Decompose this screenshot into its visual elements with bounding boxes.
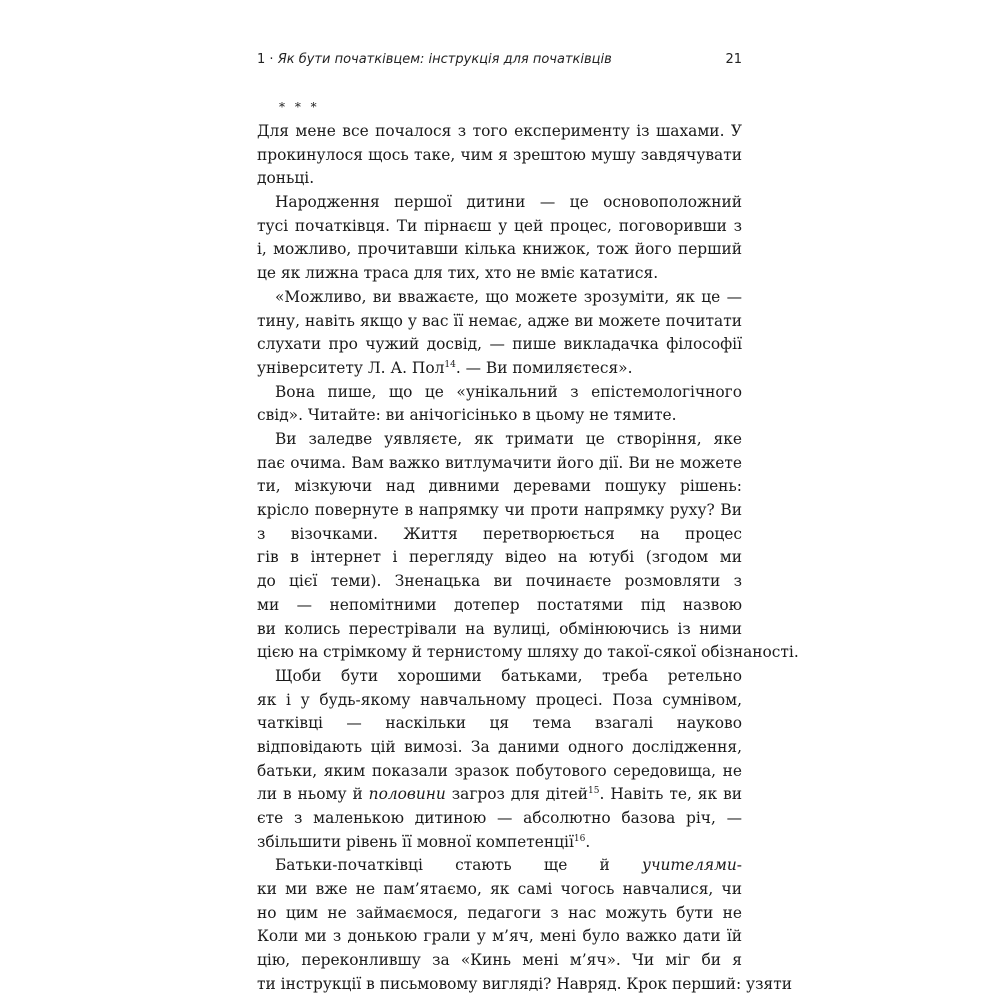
page-number: 21 <box>725 52 742 67</box>
line-text: Ви заледве уявляєте, як тримати це створіння, яке <box>275 430 742 448</box>
line-text: з візочками. Життя перетворюється на процес <box>257 524 742 543</box>
paragraph <box>257 854 792 996</box>
text-line <box>257 144 742 168</box>
line-text: ли в ньому й <box>257 785 369 804</box>
line-text: тусі початківця. Ти пірнаєш у цей процес, поговоривши з <box>257 216 742 235</box>
text-line <box>257 286 742 310</box>
text-line <box>257 310 742 334</box>
text-line <box>257 736 742 760</box>
text-line <box>257 120 742 144</box>
text-line <box>257 783 742 807</box>
line-text: тину, навіть якщо у вас її немає, адже ви можете почитати <box>257 311 742 330</box>
line-text: цією на стрімкому й тернистому шляху до такої-сякої обізнаності. <box>257 643 799 662</box>
paragraph <box>257 381 742 428</box>
line-text: «Можливо, ви вважаєте, що можете зрозуміти, як це — <box>275 287 742 306</box>
line-text: ки ми вже не пам’ятаємо, як самі чогось навчалися, чи <box>257 880 742 899</box>
line-text: цію, переконлившу за «Кинь мені м’яч». Чи міг би я <box>257 951 742 970</box>
line-text: відповідають цій вимозі. За даними одного дослідження, <box>257 737 742 756</box>
text-line <box>257 641 799 665</box>
text-line <box>257 475 742 499</box>
line-text: . — Ви помиляєтеся». <box>455 358 633 377</box>
line-text: ми — непомітними дотепер постатями під назвою <box>257 595 742 614</box>
text-line <box>257 665 742 689</box>
text-line <box>257 570 742 594</box>
text-line <box>257 357 742 381</box>
line-text: Для мене все почалося з того експерименту із шахами. У <box>257 122 742 140</box>
paragraph <box>257 191 742 286</box>
text-line <box>257 523 742 547</box>
text-line <box>257 712 742 736</box>
line-text: це як лижна траса для тих, хто не вміє кататися. <box>257 264 659 283</box>
line-text: загроз для дітей <box>445 785 589 804</box>
line-text: чатківці — наскільки ця тема взагалі науково <box>257 714 742 733</box>
text-line <box>257 191 742 215</box>
line-text: ти інструкції в письмовому вигляді? Навряд. Крок перший: узяти <box>257 974 792 993</box>
line-text: . Навіть те, як ви <box>599 785 742 804</box>
text-line <box>257 546 742 570</box>
text-line <box>257 167 742 191</box>
text-line <box>257 925 742 949</box>
line-text: до цієї теми). Зненацька ви починаєте розмовляти з <box>257 572 742 591</box>
text-line <box>257 594 742 618</box>
italic-text: половини <box>368 785 446 804</box>
line-text: но цим не займаємося, педагоги з нас можуть бути не <box>257 903 742 922</box>
line-text: університету Л. А. Пол <box>257 358 445 377</box>
paragraph <box>257 428 799 665</box>
line-text: ти, мізкуючи над дивними деревами пошуку рішень: <box>257 477 742 496</box>
line-text: слухати про чужий досвід, — пише викладачка філософії <box>257 335 742 354</box>
text-line <box>257 404 742 428</box>
line-text: єте з маленькою дитиною — абсолютно базова річ, — <box>257 809 742 828</box>
text-line <box>257 689 742 713</box>
line-text: - <box>736 856 742 875</box>
line-text: Батьки-початківці стають ще й <box>275 856 643 875</box>
running-header <box>257 52 742 67</box>
line-text: Вона пише, що це «унікальний з епістемологічного <box>275 382 742 401</box>
text-line <box>257 807 742 831</box>
text-line <box>257 902 742 926</box>
text-line <box>257 831 742 855</box>
line-text: свід». Читайте: ви анічогісінько в цьому не тямите. <box>257 406 677 425</box>
paragraph <box>257 286 742 381</box>
text-line <box>257 428 742 452</box>
text-line <box>257 381 742 405</box>
line-text: доньці. <box>257 169 315 188</box>
line-text: збільшити рівень її мовної компетенції <box>257 832 574 851</box>
line-text: . <box>585 832 591 851</box>
line-text: Щоби бути хорошими батьками, треба ретельно <box>275 666 742 685</box>
text-line <box>257 333 742 357</box>
line-text: Коли ми з донькою грали у м’яч, мені було важко дати їй <box>257 927 742 946</box>
line-text: батьки, яким показали зразок побутового середовища, не <box>257 761 742 780</box>
line-text: пає очима. Вам важко витлумачити його дії. Ви не можете <box>257 453 742 472</box>
running-title <box>257 52 612 67</box>
paragraph <box>257 120 742 191</box>
line-text: Народження першої дитини — це основоположний <box>275 193 742 212</box>
body-text <box>257 96 799 997</box>
text-line <box>257 452 742 476</box>
section-break: * * * <box>279 100 320 114</box>
line-text: гів в інтернет і перегляду відео на ютубі (згодом ми <box>257 548 742 567</box>
text-line <box>257 618 742 642</box>
text-line <box>257 262 742 286</box>
paragraph <box>257 665 742 855</box>
chapter-number: 1 <box>257 52 266 67</box>
text-line <box>257 973 792 997</box>
footnote-ref: 15 <box>588 786 600 797</box>
footnote-ref: 16 <box>573 833 586 844</box>
text-line <box>257 878 742 902</box>
text-line <box>257 238 742 262</box>
line-text: крісло повернуте в напрямку чи проти напрямку руху? Ви <box>257 501 742 520</box>
line-text: і, можливо, прочитавши кілька книжок, тож його перший <box>257 240 742 259</box>
text-line <box>257 854 742 878</box>
line-text: як і у будь-якому навчальному процесі. Поза сумнівом, <box>257 690 742 709</box>
italic-text: учителями <box>642 856 737 875</box>
line-text: прокинулося щось таке, чим я зрештою мушу завдячувати <box>257 145 742 164</box>
footnote-ref: 14 <box>444 359 456 370</box>
text-line <box>257 949 742 973</box>
line-text: ви колись перестрівали на вулиці, обмінюючись із ними <box>257 619 742 638</box>
header-separator: · <box>269 52 274 67</box>
text-line <box>257 215 742 239</box>
text-line <box>257 499 742 523</box>
text-line <box>257 760 742 784</box>
chapter-title: Як бути початківцем: інструкція для початківців <box>277 52 612 67</box>
